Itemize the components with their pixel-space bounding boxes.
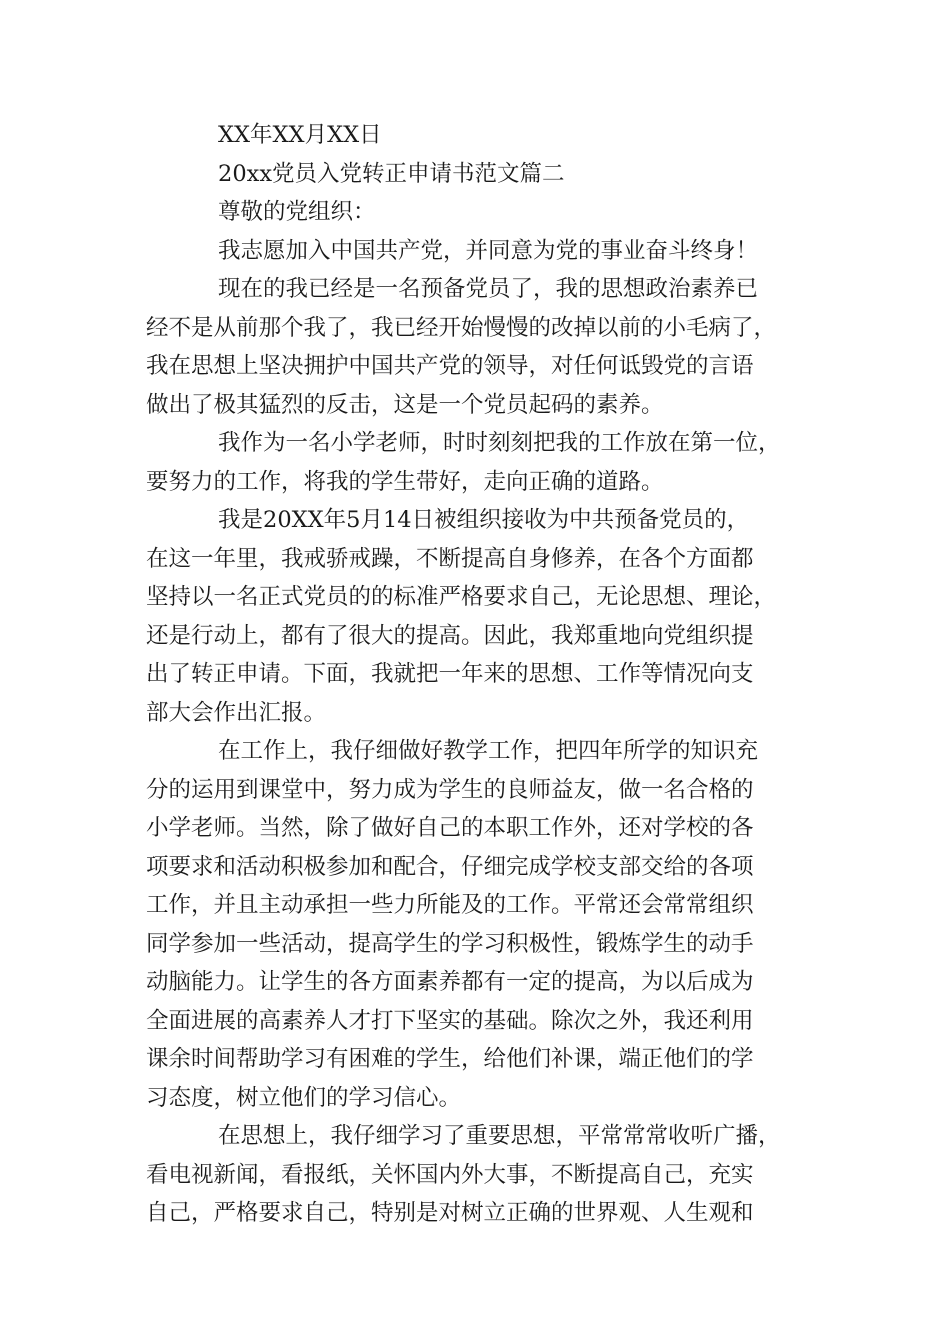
- paragraph-line: 在思想上，我仔细学习了重要思想，平常常常收听广播，: [218, 1123, 781, 1149]
- body-paragraph: [146, 270, 801, 424]
- document-title: 20xx党员入党转正申请书范文篇二: [218, 160, 565, 187]
- paragraph-line: 我作为一名小学老师，时时刻刻把我的工作放在第一位，: [218, 430, 781, 456]
- paragraph-line: 我志愿加入中国共产党，并同意为党的事业奋斗终身！: [218, 237, 759, 264]
- paragraph-line: 我在思想上坚决拥护中国共产党的领导，对任何诋毁党的言语: [146, 353, 754, 379]
- paragraph-line: 小学老师。当然，除了做好自己的本职工作外，还对学校的各: [146, 815, 754, 841]
- body-paragraph: [146, 732, 801, 1117]
- paragraph-line: 工作，并且主动承担一些力所能及的工作。平常还会常常组织: [146, 892, 754, 918]
- body-paragraph: [146, 232, 801, 271]
- paragraph-line: 出了转正申请。下面，我就把一年来的思想、工作等情况向支: [146, 661, 754, 687]
- paragraph-line: 全面进展的高素养人才打下坚实的基础。除次之外，我还利用: [146, 1007, 754, 1034]
- paragraph-line: 项要求和活动积极参加和配合，仔细完成学校支部交给的各项: [146, 853, 754, 880]
- paragraph-line: 经不是从前那个我了，我已经开始慢慢的改掉以前的小毛病了，: [146, 314, 777, 341]
- date-line: XX年XX月XX日: [218, 122, 382, 148]
- salutation: 尊敬的党组织：: [218, 199, 376, 225]
- paragraph-line: 要努力的工作，将我的学生带好，走向正确的道路。: [146, 468, 664, 495]
- body-paragraph: [146, 424, 801, 501]
- paragraph-line: 部大会作出汇报。: [146, 699, 327, 726]
- paragraph-line: 自己，严格要求自己，特别是对树立正确的世界观、人生观和: [146, 1200, 754, 1226]
- paragraph-line: 还是行动上，都有了很大的提高。因此，我郑重地向党组织提: [146, 622, 754, 649]
- paragraph-line: 课余时间帮助学习有困难的学生，给他们补课，端正他们的学: [146, 1046, 754, 1072]
- body-paragraph: [146, 501, 801, 732]
- paragraph-line: 在这一年里，我戒骄戒躁，不断提高自身修养，在各个方面都: [146, 545, 754, 572]
- paragraph-line: 在工作上，我仔细做好教学工作，把四年所学的知识充: [218, 738, 759, 764]
- document-body: [146, 116, 801, 1233]
- paragraph-line: 习态度，树立他们的学习信心。: [146, 1084, 462, 1111]
- paragraph-line: 同学参加一些活动，提高学生的学习积极性，锻炼学生的动手: [146, 930, 754, 957]
- paragraph-line: 动脑能力。让学生的各方面素养都有一定的提高，为以后成为: [146, 969, 754, 995]
- paragraph-line: 坚持以一名正式党员的的标准严格要求自己，无论思想、理论，: [146, 584, 777, 610]
- paragraph-line: 我是20XX年5月14日被组织接收为中共预备党员的，: [218, 507, 750, 533]
- paragraphs: [146, 232, 801, 1233]
- body-paragraph: [146, 1117, 801, 1233]
- paragraph-line: 做出了极其猛烈的反击，这是一个党员起码的素养。: [146, 391, 664, 418]
- paragraph-line: 分的运用到课堂中，努力成为学生的良师益友，做一名合格的: [146, 776, 754, 803]
- paragraph-line: 现在的我已经是一名预备党员了，我的思想政治素养已: [218, 276, 759, 302]
- paragraph-line: 看电视新闻，看报纸，关怀国内外大事，不断提高自己，充实: [146, 1161, 754, 1188]
